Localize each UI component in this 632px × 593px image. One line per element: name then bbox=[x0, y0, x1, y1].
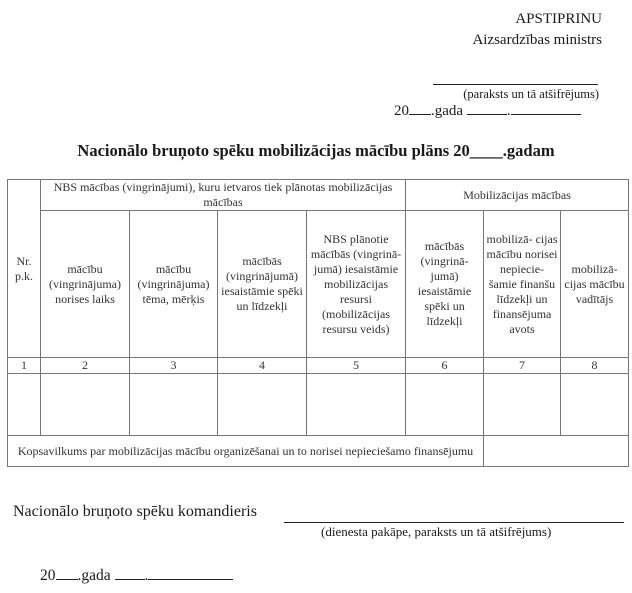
column-number: 6 bbox=[406, 358, 484, 374]
header-group-nbs: NBS mācības (vingrinājumi), kuru ietvaros tiek plānotas mobilizācijas mācības bbox=[41, 180, 406, 211]
column-number: 1 bbox=[8, 358, 41, 374]
cell-topic[interactable] bbox=[130, 374, 218, 436]
summary-label: Kopsavilkums par mobilizācijas mācību organizēšanai un to norisei nepieciešamo finansējumu bbox=[8, 436, 484, 467]
cell-time[interactable] bbox=[41, 374, 130, 436]
document-title: Nacionālo bruņoto spēku mobilizācijas mācību plāns 20____.gadam bbox=[77, 141, 555, 160]
header-group-mobilization: Mobilizācijas mācības bbox=[406, 180, 629, 211]
minister-signature-caption: (paraksts un tā atšifrējums) bbox=[463, 87, 599, 101]
approval-date bbox=[394, 101, 581, 120]
header-financing: mobilizā- cijas mācību norisei nepiecie- šamie finanšu līdzekļi un finansējuma avots bbox=[484, 211, 561, 358]
cell-nr[interactable] bbox=[8, 374, 41, 436]
date-dot: . bbox=[506, 103, 511, 119]
minister-signature-line[interactable] bbox=[433, 84, 598, 85]
commander-label: Nacionālo bruņoto spēku komandieris bbox=[13, 503, 257, 520]
date-dot: . bbox=[144, 567, 149, 584]
header-nbs-forces: mācībās (vingrinājumā) iesaistāmie spēki un līdzekļi bbox=[218, 211, 307, 358]
cell-mob-resources[interactable] bbox=[307, 374, 406, 436]
commander-signature-line[interactable] bbox=[284, 522, 624, 523]
header-mob-resources: NBS plānotie mācībās (vingrinā- jumā) iesaistāmie mobilizācijas resursi (mobilizācijas resursu veids) bbox=[307, 211, 406, 358]
date-year-blank[interactable] bbox=[56, 566, 78, 580]
approval-position: Aizsardzības ministrs bbox=[472, 32, 602, 48]
date-day-blank[interactable] bbox=[115, 566, 145, 580]
date-year-prefix: 20 bbox=[394, 103, 409, 119]
header-nr-pk: Nr. p.k. bbox=[8, 180, 41, 358]
column-number: 2 bbox=[41, 358, 130, 374]
date-year-prefix: 20 bbox=[40, 567, 56, 584]
date-month-blank[interactable] bbox=[148, 566, 233, 580]
table-group-header-row bbox=[8, 180, 629, 211]
cell-nbs-forces[interactable] bbox=[218, 374, 307, 436]
mobilization-plan-table bbox=[7, 179, 629, 467]
column-number: 3 bbox=[130, 358, 218, 374]
column-number: 8 bbox=[561, 358, 629, 374]
approval-title: APSTIPRINU bbox=[515, 11, 602, 27]
date-month-blank[interactable] bbox=[511, 101, 581, 115]
header-topic: mācību (vingrinājuma) tēma, mērķis bbox=[130, 211, 218, 358]
date-gada-label: .gada bbox=[77, 567, 111, 584]
cell-mob-forces[interactable] bbox=[406, 374, 484, 436]
cell-financing[interactable] bbox=[484, 374, 561, 436]
commander-signature-caption: (dienesta pakāpe, paraksts un tā atšifrējums) bbox=[321, 524, 552, 539]
table-summary-row bbox=[8, 436, 629, 467]
header-mob-forces: mācībās (vingrinā- jumā) iesaistāmie spēki un līdzekļi bbox=[406, 211, 484, 358]
date-year-blank[interactable] bbox=[409, 101, 431, 115]
column-number: 7 bbox=[484, 358, 561, 374]
cell-leader[interactable] bbox=[561, 374, 629, 436]
date-day-blank[interactable] bbox=[467, 101, 507, 115]
table-row bbox=[8, 374, 629, 436]
summary-value-cell[interactable] bbox=[484, 436, 629, 467]
footer-date bbox=[40, 566, 233, 585]
date-gada-label: .gada bbox=[431, 103, 464, 119]
column-number: 5 bbox=[307, 358, 406, 374]
table-number-row bbox=[8, 358, 629, 374]
column-number: 4 bbox=[218, 358, 307, 374]
header-leader: mobilizā- cijas mācību vadītājs bbox=[561, 211, 629, 358]
header-time: mācību (vingrinājuma) norises laiks bbox=[41, 211, 130, 358]
table-column-header-row bbox=[8, 211, 629, 358]
